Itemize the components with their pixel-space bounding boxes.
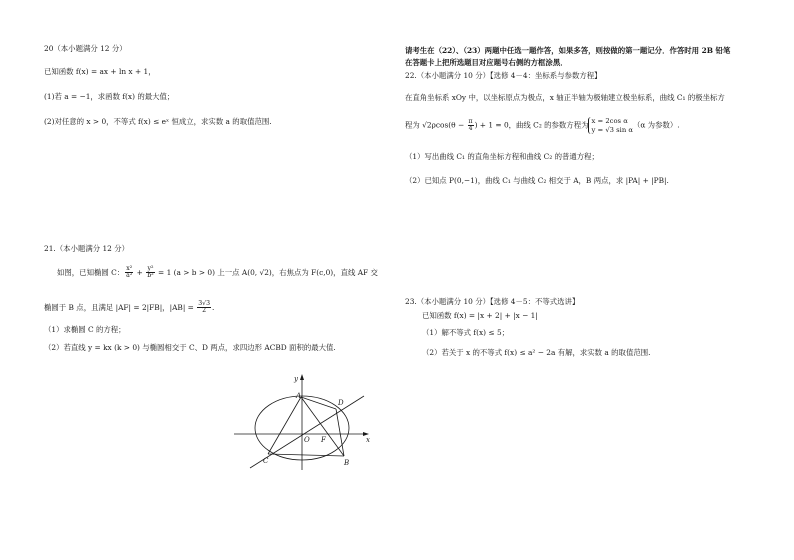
y-axis-arrow	[300, 374, 304, 380]
q23-part2: （2）若关于 x 的不等式 f(x) ≤ a² − 2a 有解，求实数 a 的取值范围.	[422, 348, 651, 357]
label-b: B	[344, 459, 350, 467]
fraction-x2-a2: $\frac{\text{x²}}{\text{a²}}$	[126, 265, 133, 280]
q23-stem: 已知函数 f(x) = |x + 2| + |x − 1|	[422, 311, 538, 320]
fraction-pi-4: $\frac{\pi}{4}$	[468, 117, 473, 132]
q22-stem-line2: 程为 √2ρcos(θ − $\frac{\pi}{4}$ ) + 1 = 0，曲线 C₂ 的参数方程为 x = 2cos α y = √3 sin α （α 为参数）.	[405, 117, 680, 134]
q22-title: 22.（本小题满分 10 分）【选修 4－4：坐标系与参数方程】	[405, 71, 602, 80]
fraction-y2-b2: $\frac{\text{y²}}{\text{b²}}$	[147, 265, 154, 280]
label-o: O	[304, 436, 310, 444]
segment-ac	[268, 397, 301, 454]
q22-part2: （2）已知点 P(0,−1)，曲线 C₁ 与曲线 C₂ 相交于 A，B 两点，求 |PA| + |PB|.	[405, 176, 669, 185]
q20-stem: 已知函数 f(x) = ax + ln x + 1，	[44, 67, 156, 76]
q23-title: 23.（本小题满分 10 分）【选修 4－5：不等式选讲】	[405, 297, 580, 306]
q20-part1: (1)若 a = −1，求函数 f(x) 的最大值；	[44, 92, 175, 101]
segment-cb	[268, 454, 344, 456]
label-d: D	[338, 399, 344, 407]
parametric-system: x = 2cos α y = √3 sin α	[588, 117, 632, 134]
q21-title: 21.（本小题满分 12 分）	[44, 244, 129, 253]
label-a: A	[296, 392, 302, 400]
fraction-ab-length: $\frac{3√3}{2}$	[198, 300, 211, 315]
q21-part2: （2）若直线 y = kx (k > 0) 与椭圆相交于 C、D 两点，求四边形 ACBD 面积的最大值.	[44, 343, 336, 352]
label-f: F	[321, 436, 326, 444]
label-c: C	[263, 457, 269, 465]
elective-note-line1: 请考生在（22）、（23）两题中任选一题作答，如果多答，则按做的第一题记分．作答时用 2B 铅笔	[405, 46, 731, 55]
q23-part1: （1）解不等式 f(x) ≤ 5；	[422, 328, 510, 337]
ellipse-figure	[232, 372, 372, 472]
label-x: x	[366, 436, 370, 444]
q20-title: 20（本小题满分 12 分）	[44, 44, 127, 53]
label-y: y	[294, 375, 298, 383]
q22-stem-line1: 在直角坐标系 xOy 中，以坐标原点为极点，x 轴正半轴为极轴建立极坐标系，曲线 C₁ 的极坐标方	[405, 93, 725, 102]
q21-stem-line2: 椭圆于 B 点，且满足 |AF| = 2|FB|，|AB| = $\frac{3√3}{2}$ .	[44, 300, 215, 315]
q21-part1: （1）求椭圆 C 的方程；	[44, 325, 126, 334]
elective-note-line2: 在答题卡上把所选题目对应题号右侧的方框涂黑．	[405, 58, 568, 67]
q20-part2: (2)对任意的 x > 0，不等式 f(x) ≤ eˣ 恒成立，求实数 a 的取值范围.	[44, 117, 272, 126]
q22-part1: （1）写出曲线 C₁ 的直角坐标方程和曲线 C₂ 的普通方程；	[405, 152, 599, 161]
q21-stem-line1: 如图，已知椭圆 C： $\frac{\text{x²}}{\text{a²}}$ + $\frac{\text{y²}}{\text{b²}}$ = 1 (a > b > 0) 上一点 A(0, √2)，右焦点为 F(c,0)，直线 AF 交	[57, 265, 378, 280]
